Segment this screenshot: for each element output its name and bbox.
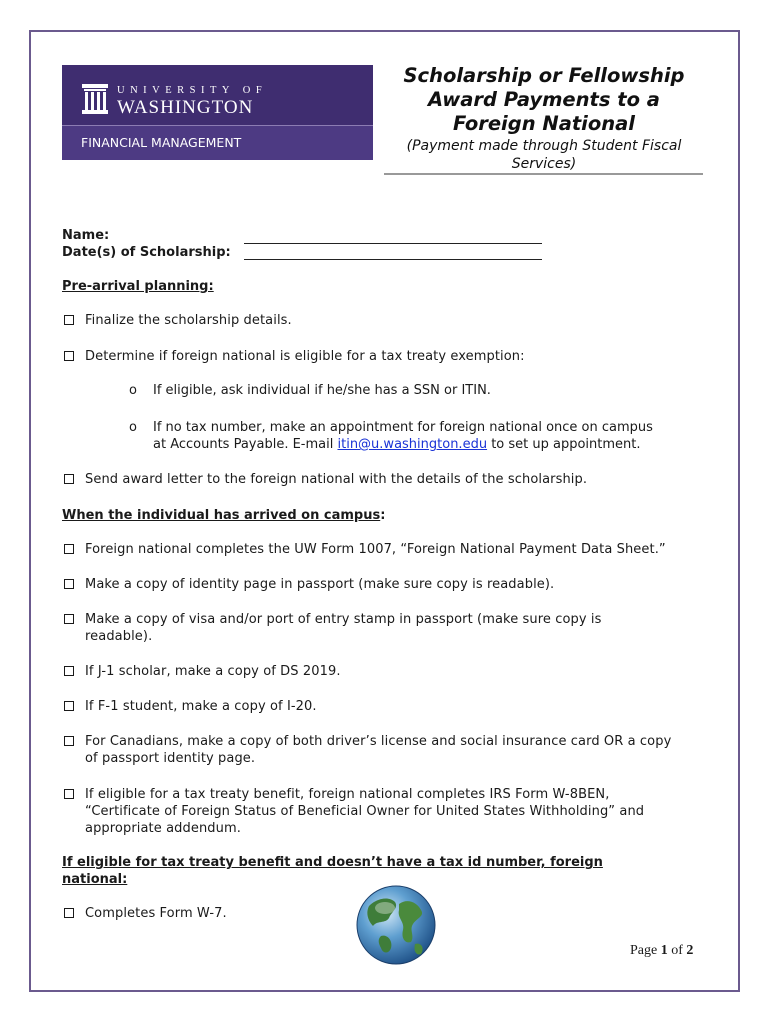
checkbox-icon[interactable] bbox=[64, 544, 74, 554]
logo-university-text: UNIVERSITY OF bbox=[117, 85, 268, 96]
title-divider bbox=[384, 173, 703, 175]
dates-field-line[interactable] bbox=[244, 259, 542, 260]
sub-bullet: o bbox=[129, 420, 137, 435]
item-line: Make a copy of visa and/or port of entry stamp in passport (make sure copy is bbox=[85, 612, 602, 627]
document-title bbox=[388, 64, 700, 136]
columns-icon bbox=[82, 84, 108, 114]
item-line: For Canadians, make a copy of both driver’s license and social insurance card OR a copy bbox=[85, 734, 672, 749]
title-line: Scholarship or Fellowship bbox=[403, 64, 685, 87]
logo-bottom-band bbox=[62, 125, 373, 160]
checkbox-icon[interactable] bbox=[64, 789, 74, 799]
checkbox-icon[interactable] bbox=[64, 579, 74, 589]
dates-label: Date(s) of Scholarship: bbox=[62, 245, 231, 260]
checklist-item-text: Determine if foreign national is eligible for a tax treaty exemption: bbox=[85, 349, 525, 364]
sub-list-item-text: If eligible, ask individual if he/she has a SSN or ITIN. bbox=[153, 383, 491, 398]
checkbox-icon[interactable] bbox=[64, 315, 74, 325]
globe-icon bbox=[355, 884, 437, 966]
heading-colon: : bbox=[380, 508, 386, 523]
logo-department-text: FINANCIAL MANAGEMENT bbox=[81, 135, 242, 150]
name-label: Name: bbox=[62, 228, 110, 243]
checklist-item-text bbox=[85, 611, 705, 645]
checklist-item-text: Finalize the scholarship details. bbox=[85, 313, 292, 328]
page-number bbox=[630, 943, 693, 959]
document-subtitle bbox=[388, 137, 700, 173]
item-line: appropriate addendum. bbox=[85, 821, 241, 836]
sub-text-segment: at Accounts Payable. E-mail bbox=[153, 437, 338, 452]
checklist-item-text: Completes Form W-7. bbox=[85, 906, 227, 921]
checkbox-icon[interactable] bbox=[64, 908, 74, 918]
checklist-item-text bbox=[85, 733, 705, 767]
checkbox-icon[interactable] bbox=[64, 736, 74, 746]
email-link[interactable]: itin@u.washington.edu bbox=[337, 437, 488, 452]
checklist-item-text: If J-1 scholar, make a copy of DS 2019. bbox=[85, 664, 341, 679]
subtitle-line: Services) bbox=[511, 156, 577, 172]
heading-line: national: bbox=[62, 872, 128, 887]
page-current: 1 bbox=[660, 943, 668, 958]
heading-line: If eligible for tax treaty benefit and doesn’t have a tax id number, foreign bbox=[62, 855, 603, 870]
section-heading-no-tax-id bbox=[62, 854, 603, 888]
title-line: Award Payments to a bbox=[428, 88, 660, 111]
section-heading-pre-arrival: Pre-arrival planning: bbox=[62, 279, 214, 294]
item-line: of passport identity page. bbox=[85, 751, 256, 766]
sub-bullet: o bbox=[129, 383, 137, 398]
checklist-item-text: Foreign national completes the UW Form 1007, “Foreign National Payment Data Sheet.” bbox=[85, 542, 666, 557]
logo-washington-text: WASHINGTON bbox=[117, 97, 254, 118]
item-line: readable). bbox=[85, 629, 153, 644]
heading-text: When the individual has arrived on campus bbox=[62, 508, 381, 523]
item-line: “Certificate of Foreign Status of Beneficial Owner for United States Withholding” and bbox=[85, 804, 645, 819]
checklist-item-text: If F-1 student, make a copy of I-20. bbox=[85, 699, 317, 714]
section-heading-arrived bbox=[62, 507, 385, 524]
sub-text-line: If no tax number, make an appointment for foreign national once on campus bbox=[153, 420, 653, 435]
uw-logo bbox=[62, 65, 373, 159]
checkbox-icon[interactable] bbox=[64, 666, 74, 676]
checkbox-icon[interactable] bbox=[64, 474, 74, 484]
title-line: Foreign National bbox=[453, 112, 635, 135]
checkbox-icon[interactable] bbox=[64, 701, 74, 711]
name-field-line[interactable] bbox=[244, 243, 542, 244]
logo-top-band bbox=[62, 65, 373, 125]
page-total: 2 bbox=[686, 943, 694, 958]
checklist-item-text: Make a copy of identity page in passport (make sure copy is readable). bbox=[85, 577, 555, 592]
page-of: of bbox=[667, 943, 687, 958]
page-prefix: Page bbox=[630, 943, 661, 958]
checklist-item-text bbox=[85, 786, 705, 837]
sub-list-item-text bbox=[153, 419, 698, 453]
checkbox-icon[interactable] bbox=[64, 614, 74, 624]
checklist-item-text: Send award letter to the foreign national with the details of the scholarship. bbox=[85, 472, 588, 487]
subtitle-line: (Payment made through Student Fiscal bbox=[406, 138, 682, 154]
item-line: If eligible for a tax treaty benefit, foreign national completes IRS Form W-8BEN, bbox=[85, 787, 610, 802]
checkbox-icon[interactable] bbox=[64, 351, 74, 361]
sub-text-segment: to set up appointment. bbox=[487, 437, 641, 452]
